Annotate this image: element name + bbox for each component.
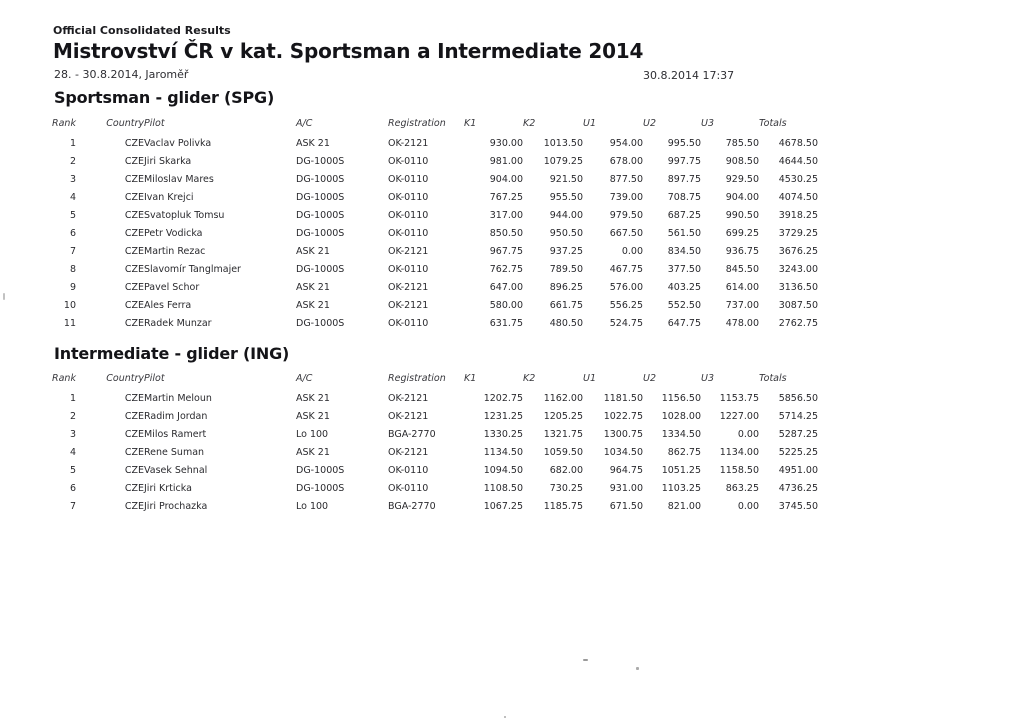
cell-totals: 5714.25 bbox=[778, 410, 818, 422]
cell-k1: 1067.25 bbox=[483, 500, 523, 512]
cell-k2: 480.50 bbox=[549, 317, 583, 329]
cell-u3: 929.50 bbox=[725, 173, 759, 185]
column-header-totals: Totals bbox=[759, 372, 787, 384]
cell-k1: 762.75 bbox=[489, 263, 523, 275]
cell-u2: 687.25 bbox=[667, 209, 701, 221]
column-header-u3: U3 bbox=[701, 372, 714, 384]
cell-country: CZE bbox=[124, 410, 144, 422]
result-row bbox=[52, 389, 818, 407]
cell-u2: 1028.00 bbox=[661, 410, 701, 422]
cell-ac: ASK 21 bbox=[296, 281, 330, 293]
cell-ac: DG-1000S bbox=[296, 317, 345, 329]
cell-country: CZE bbox=[124, 137, 144, 149]
cell-country: CZE bbox=[124, 281, 144, 293]
cell-country: CZE bbox=[124, 191, 144, 203]
cell-rank: 3 bbox=[69, 173, 76, 185]
cell-totals: 3745.50 bbox=[778, 500, 818, 512]
cell-country: CZE bbox=[124, 482, 144, 494]
cell-totals: 3136.50 bbox=[778, 281, 818, 293]
cell-rank: 7 bbox=[69, 245, 76, 257]
cell-u3: 904.00 bbox=[725, 191, 759, 203]
results-table-intermediate bbox=[52, 367, 818, 515]
cell-u2: 1156.50 bbox=[661, 392, 701, 404]
cell-rank: 11 bbox=[63, 317, 76, 329]
cell-u2: 1334.50 bbox=[661, 428, 701, 440]
cell-u2: 821.00 bbox=[667, 500, 701, 512]
cell-totals: 3918.25 bbox=[778, 209, 818, 221]
cell-u1: 1022.75 bbox=[603, 410, 643, 422]
cell-ac: DG-1000S bbox=[296, 209, 345, 221]
column-header-ac: A/C bbox=[296, 117, 313, 129]
cell-pilot: Milos Ramert bbox=[144, 428, 207, 440]
cell-u3: 863.25 bbox=[725, 482, 759, 494]
cell-k1: 1330.25 bbox=[483, 428, 523, 440]
cell-registration: OK-2121 bbox=[388, 137, 429, 149]
cell-rank: 4 bbox=[69, 446, 76, 458]
cell-u1: 1181.50 bbox=[603, 392, 643, 404]
cell-totals: 3729.25 bbox=[778, 227, 818, 239]
cell-k2: 950.50 bbox=[549, 227, 583, 239]
document-title: Mistrovství ČR v kat. Sportsman a Intermediate 2014 bbox=[53, 39, 644, 63]
cell-k1: 930.00 bbox=[489, 137, 523, 149]
cell-u1: 954.00 bbox=[609, 137, 643, 149]
section-heading-intermediate: Intermediate - glider (ING) bbox=[54, 344, 290, 363]
cell-k1: 647.00 bbox=[489, 281, 523, 293]
column-header-rank: Rank bbox=[52, 117, 76, 129]
result-row bbox=[52, 242, 818, 260]
cell-ac: Lo 100 bbox=[296, 428, 329, 440]
column-header-u2: U2 bbox=[643, 372, 656, 384]
cell-u3: 1158.50 bbox=[719, 464, 759, 476]
cell-ac: ASK 21 bbox=[296, 137, 330, 149]
cell-country: CZE bbox=[124, 428, 144, 440]
print-timestamp: 30.8.2014 17:37 bbox=[643, 69, 735, 82]
cell-k1: 967.75 bbox=[489, 245, 523, 257]
cell-totals: 4678.50 bbox=[778, 137, 818, 149]
cell-u3: 936.75 bbox=[725, 245, 759, 257]
cell-pilot: Svatopluk Tomsu bbox=[144, 209, 225, 221]
result-row bbox=[52, 497, 818, 515]
cell-ac: ASK 21 bbox=[296, 299, 330, 311]
cell-u1: 576.00 bbox=[609, 281, 643, 293]
cell-ac: ASK 21 bbox=[296, 446, 330, 458]
cell-pilot: Martin Rezac bbox=[144, 245, 206, 257]
cell-ac: ASK 21 bbox=[296, 245, 330, 257]
cell-registration: OK-2121 bbox=[388, 245, 429, 257]
cell-k2: 1321.75 bbox=[543, 428, 583, 440]
cell-u1: 1300.75 bbox=[603, 428, 643, 440]
cell-country: CZE bbox=[124, 500, 144, 512]
cell-registration: OK-2121 bbox=[388, 281, 429, 293]
cell-k1: 767.25 bbox=[489, 191, 523, 203]
result-row bbox=[52, 479, 818, 497]
cell-totals: 4644.50 bbox=[778, 155, 818, 167]
cell-k1: 317.00 bbox=[489, 209, 523, 221]
column-header-u3: U3 bbox=[701, 117, 714, 129]
cell-rank: 7 bbox=[69, 500, 76, 512]
cell-rank: 1 bbox=[69, 137, 76, 149]
cell-totals: 3087.50 bbox=[778, 299, 818, 311]
cell-pilot: Jiri Krticka bbox=[144, 482, 192, 494]
column-header-pilot: Pilot bbox=[144, 372, 165, 384]
cell-k2: 730.25 bbox=[549, 482, 583, 494]
column-header-row bbox=[52, 112, 818, 134]
cell-pilot: Radek Munzar bbox=[144, 317, 212, 329]
cell-totals: 5287.25 bbox=[778, 428, 818, 440]
cell-rank: 6 bbox=[69, 227, 76, 239]
cell-ac: DG-1000S bbox=[296, 173, 345, 185]
scan-artifact bbox=[3, 293, 5, 300]
column-header-u1: U1 bbox=[583, 372, 596, 384]
cell-ac: DG-1000S bbox=[296, 464, 345, 476]
cell-registration: OK-0110 bbox=[388, 209, 429, 221]
cell-rank: 8 bbox=[69, 263, 76, 275]
result-row bbox=[52, 188, 818, 206]
cell-pilot: Martin Meloun bbox=[144, 392, 212, 404]
result-row bbox=[52, 407, 818, 425]
cell-pilot: Ales Ferra bbox=[144, 299, 192, 311]
cell-u3: 614.00 bbox=[725, 281, 759, 293]
cell-u2: 862.75 bbox=[667, 446, 701, 458]
cell-u3: 0.00 bbox=[737, 500, 759, 512]
cell-u3: 845.50 bbox=[725, 263, 759, 275]
cell-totals: 3676.25 bbox=[778, 245, 818, 257]
cell-country: CZE bbox=[124, 245, 144, 257]
scan-artifact bbox=[583, 659, 588, 661]
cell-totals: 5856.50 bbox=[778, 392, 818, 404]
cell-u3: 1134.00 bbox=[719, 446, 759, 458]
cell-ac: DG-1000S bbox=[296, 482, 345, 494]
cell-k1: 1108.50 bbox=[483, 482, 523, 494]
cell-u3: 0.00 bbox=[737, 428, 759, 440]
column-header-k2: K2 bbox=[523, 372, 536, 384]
cell-rank: 5 bbox=[69, 464, 76, 476]
cell-registration: OK-0110 bbox=[388, 464, 429, 476]
cell-ac: ASK 21 bbox=[296, 410, 330, 422]
cell-k2: 1013.50 bbox=[543, 137, 583, 149]
result-row bbox=[52, 461, 818, 479]
cell-u3: 785.50 bbox=[725, 137, 759, 149]
cell-u2: 377.50 bbox=[667, 263, 701, 275]
result-row bbox=[52, 224, 818, 242]
cell-u2: 995.50 bbox=[667, 137, 701, 149]
cell-u2: 708.75 bbox=[667, 191, 701, 203]
cell-u3: 990.50 bbox=[725, 209, 759, 221]
cell-k1: 1202.75 bbox=[483, 392, 523, 404]
column-header-pilot: Pilot bbox=[144, 117, 165, 129]
result-row bbox=[52, 260, 818, 278]
cell-u2: 647.75 bbox=[667, 317, 701, 329]
cell-pilot: Vasek Sehnal bbox=[144, 464, 208, 476]
cell-k2: 1205.25 bbox=[543, 410, 583, 422]
cell-k2: 921.50 bbox=[549, 173, 583, 185]
cell-ac: DG-1000S bbox=[296, 263, 345, 275]
cell-pilot: Ivan Krejci bbox=[144, 191, 194, 203]
cell-k1: 1231.25 bbox=[483, 410, 523, 422]
column-header-row bbox=[52, 367, 818, 389]
cell-u1: 678.00 bbox=[609, 155, 643, 167]
cell-rank: 6 bbox=[69, 482, 76, 494]
cell-registration: OK-0110 bbox=[388, 155, 429, 167]
event-date-location: 28. - 30.8.2014, Jaroměř bbox=[54, 68, 189, 81]
cell-rank: 1 bbox=[69, 392, 76, 404]
cell-k1: 1134.50 bbox=[483, 446, 523, 458]
cell-u2: 897.75 bbox=[667, 173, 701, 185]
cell-u1: 671.50 bbox=[609, 500, 643, 512]
cell-u1: 667.50 bbox=[609, 227, 643, 239]
cell-country: CZE bbox=[124, 227, 144, 239]
cell-ac: DG-1000S bbox=[296, 227, 345, 239]
cell-k2: 1162.00 bbox=[543, 392, 583, 404]
cell-pilot: Slavomír Tanglmajer bbox=[144, 263, 241, 275]
cell-registration: OK-0110 bbox=[388, 482, 429, 494]
scan-artifact bbox=[636, 667, 639, 670]
cell-country: CZE bbox=[124, 446, 144, 458]
cell-u2: 552.50 bbox=[667, 299, 701, 311]
scan-artifact bbox=[504, 716, 506, 718]
cell-u2: 997.75 bbox=[667, 155, 701, 167]
cell-registration: BGA-2770 bbox=[388, 500, 436, 512]
cell-totals: 4530.25 bbox=[778, 173, 818, 185]
cell-k2: 1059.50 bbox=[543, 446, 583, 458]
cell-u3: 737.00 bbox=[725, 299, 759, 311]
report-type-label: Official Consolidated Results bbox=[53, 24, 231, 37]
cell-rank: 2 bbox=[69, 155, 76, 167]
cell-u3: 478.00 bbox=[725, 317, 759, 329]
cell-registration: OK-0110 bbox=[388, 173, 429, 185]
cell-u1: 556.25 bbox=[609, 299, 643, 311]
cell-u3: 1227.00 bbox=[719, 410, 759, 422]
result-row bbox=[52, 134, 818, 152]
column-header-registration: Registration bbox=[388, 117, 446, 129]
cell-k2: 1079.25 bbox=[543, 155, 583, 167]
cell-country: CZE bbox=[124, 299, 144, 311]
cell-u2: 561.50 bbox=[667, 227, 701, 239]
cell-pilot: Jiri Prochazka bbox=[144, 500, 208, 512]
cell-registration: OK-0110 bbox=[388, 263, 429, 275]
cell-rank: 3 bbox=[69, 428, 76, 440]
cell-totals: 4736.25 bbox=[778, 482, 818, 494]
cell-u3: 908.50 bbox=[725, 155, 759, 167]
cell-k1: 904.00 bbox=[489, 173, 523, 185]
cell-k2: 937.25 bbox=[549, 245, 583, 257]
results-table-sportsman bbox=[52, 112, 818, 332]
column-header-k1: K1 bbox=[464, 372, 477, 384]
column-header-country: Country bbox=[106, 117, 144, 129]
result-row bbox=[52, 152, 818, 170]
column-header-totals: Totals bbox=[759, 117, 787, 129]
result-row bbox=[52, 425, 818, 443]
result-row bbox=[52, 170, 818, 188]
cell-totals: 4074.50 bbox=[778, 191, 818, 203]
cell-totals: 3243.00 bbox=[778, 263, 818, 275]
cell-registration: OK-0110 bbox=[388, 191, 429, 203]
cell-u1: 524.75 bbox=[609, 317, 643, 329]
cell-registration: OK-2121 bbox=[388, 299, 429, 311]
column-header-country: Country bbox=[106, 372, 144, 384]
cell-k2: 789.50 bbox=[549, 263, 583, 275]
cell-u2: 1051.25 bbox=[661, 464, 701, 476]
cell-u1: 739.00 bbox=[609, 191, 643, 203]
cell-u1: 467.75 bbox=[609, 263, 643, 275]
cell-k2: 955.50 bbox=[549, 191, 583, 203]
cell-u1: 0.00 bbox=[621, 245, 643, 257]
cell-pilot: Rene Suman bbox=[144, 446, 205, 458]
column-header-u2: U2 bbox=[643, 117, 656, 129]
cell-rank: 9 bbox=[69, 281, 76, 293]
cell-k2: 1185.75 bbox=[543, 500, 583, 512]
column-header-ac: A/C bbox=[296, 372, 313, 384]
result-row bbox=[52, 314, 818, 332]
cell-totals: 2762.75 bbox=[778, 317, 818, 329]
cell-k2: 661.75 bbox=[549, 299, 583, 311]
cell-country: CZE bbox=[124, 263, 144, 275]
cell-ac: Lo 100 bbox=[296, 500, 329, 512]
cell-country: CZE bbox=[124, 392, 144, 404]
result-row bbox=[52, 206, 818, 224]
cell-k1: 1094.50 bbox=[483, 464, 523, 476]
cell-country: CZE bbox=[124, 209, 144, 221]
cell-registration: OK-2121 bbox=[388, 446, 429, 458]
cell-pilot: Miloslav Mares bbox=[144, 173, 214, 185]
cell-ac: DG-1000S bbox=[296, 155, 345, 167]
cell-u1: 1034.50 bbox=[603, 446, 643, 458]
cell-country: CZE bbox=[124, 173, 144, 185]
cell-k1: 580.00 bbox=[489, 299, 523, 311]
cell-k1: 850.50 bbox=[489, 227, 523, 239]
cell-k2: 896.25 bbox=[549, 281, 583, 293]
cell-rank: 10 bbox=[63, 299, 76, 311]
cell-k2: 682.00 bbox=[549, 464, 583, 476]
cell-pilot: Vaclav Polivka bbox=[144, 137, 212, 149]
cell-u2: 1103.25 bbox=[661, 482, 701, 494]
cell-registration: OK-0110 bbox=[388, 317, 429, 329]
cell-pilot: Petr Vodicka bbox=[144, 227, 203, 239]
column-header-registration: Registration bbox=[388, 372, 446, 384]
column-header-rank: Rank bbox=[52, 372, 76, 384]
result-row bbox=[52, 296, 818, 314]
cell-registration: OK-2121 bbox=[388, 392, 429, 404]
cell-registration: BGA-2770 bbox=[388, 428, 436, 440]
cell-totals: 4951.00 bbox=[778, 464, 818, 476]
cell-rank: 4 bbox=[69, 191, 76, 203]
cell-k2: 944.00 bbox=[549, 209, 583, 221]
section-heading-sportsman: Sportsman - glider (SPG) bbox=[54, 88, 275, 107]
cell-u3: 699.25 bbox=[725, 227, 759, 239]
cell-rank: 5 bbox=[69, 209, 76, 221]
cell-pilot: Jiri Skarka bbox=[144, 155, 192, 167]
column-header-k1: K1 bbox=[464, 117, 477, 129]
cell-u2: 403.25 bbox=[667, 281, 701, 293]
cell-rank: 2 bbox=[69, 410, 76, 422]
result-row bbox=[52, 278, 818, 296]
cell-ac: ASK 21 bbox=[296, 392, 330, 404]
cell-pilot: Pavel Schor bbox=[144, 281, 200, 293]
cell-registration: OK-0110 bbox=[388, 227, 429, 239]
cell-u1: 931.00 bbox=[609, 482, 643, 494]
cell-u3: 1153.75 bbox=[719, 392, 759, 404]
cell-u1: 877.50 bbox=[609, 173, 643, 185]
cell-country: CZE bbox=[124, 464, 144, 476]
result-row bbox=[52, 443, 818, 461]
column-header-k2: K2 bbox=[523, 117, 536, 129]
cell-u1: 979.50 bbox=[609, 209, 643, 221]
cell-pilot: Radim Jordan bbox=[144, 410, 208, 422]
cell-totals: 5225.25 bbox=[778, 446, 818, 458]
cell-country: CZE bbox=[124, 317, 144, 329]
cell-registration: OK-2121 bbox=[388, 410, 429, 422]
cell-u1: 964.75 bbox=[609, 464, 643, 476]
column-header-u1: U1 bbox=[583, 117, 596, 129]
cell-k1: 631.75 bbox=[489, 317, 523, 329]
cell-country: CZE bbox=[124, 155, 144, 167]
cell-u2: 834.50 bbox=[667, 245, 701, 257]
cell-k1: 981.00 bbox=[489, 155, 523, 167]
cell-ac: DG-1000S bbox=[296, 191, 345, 203]
